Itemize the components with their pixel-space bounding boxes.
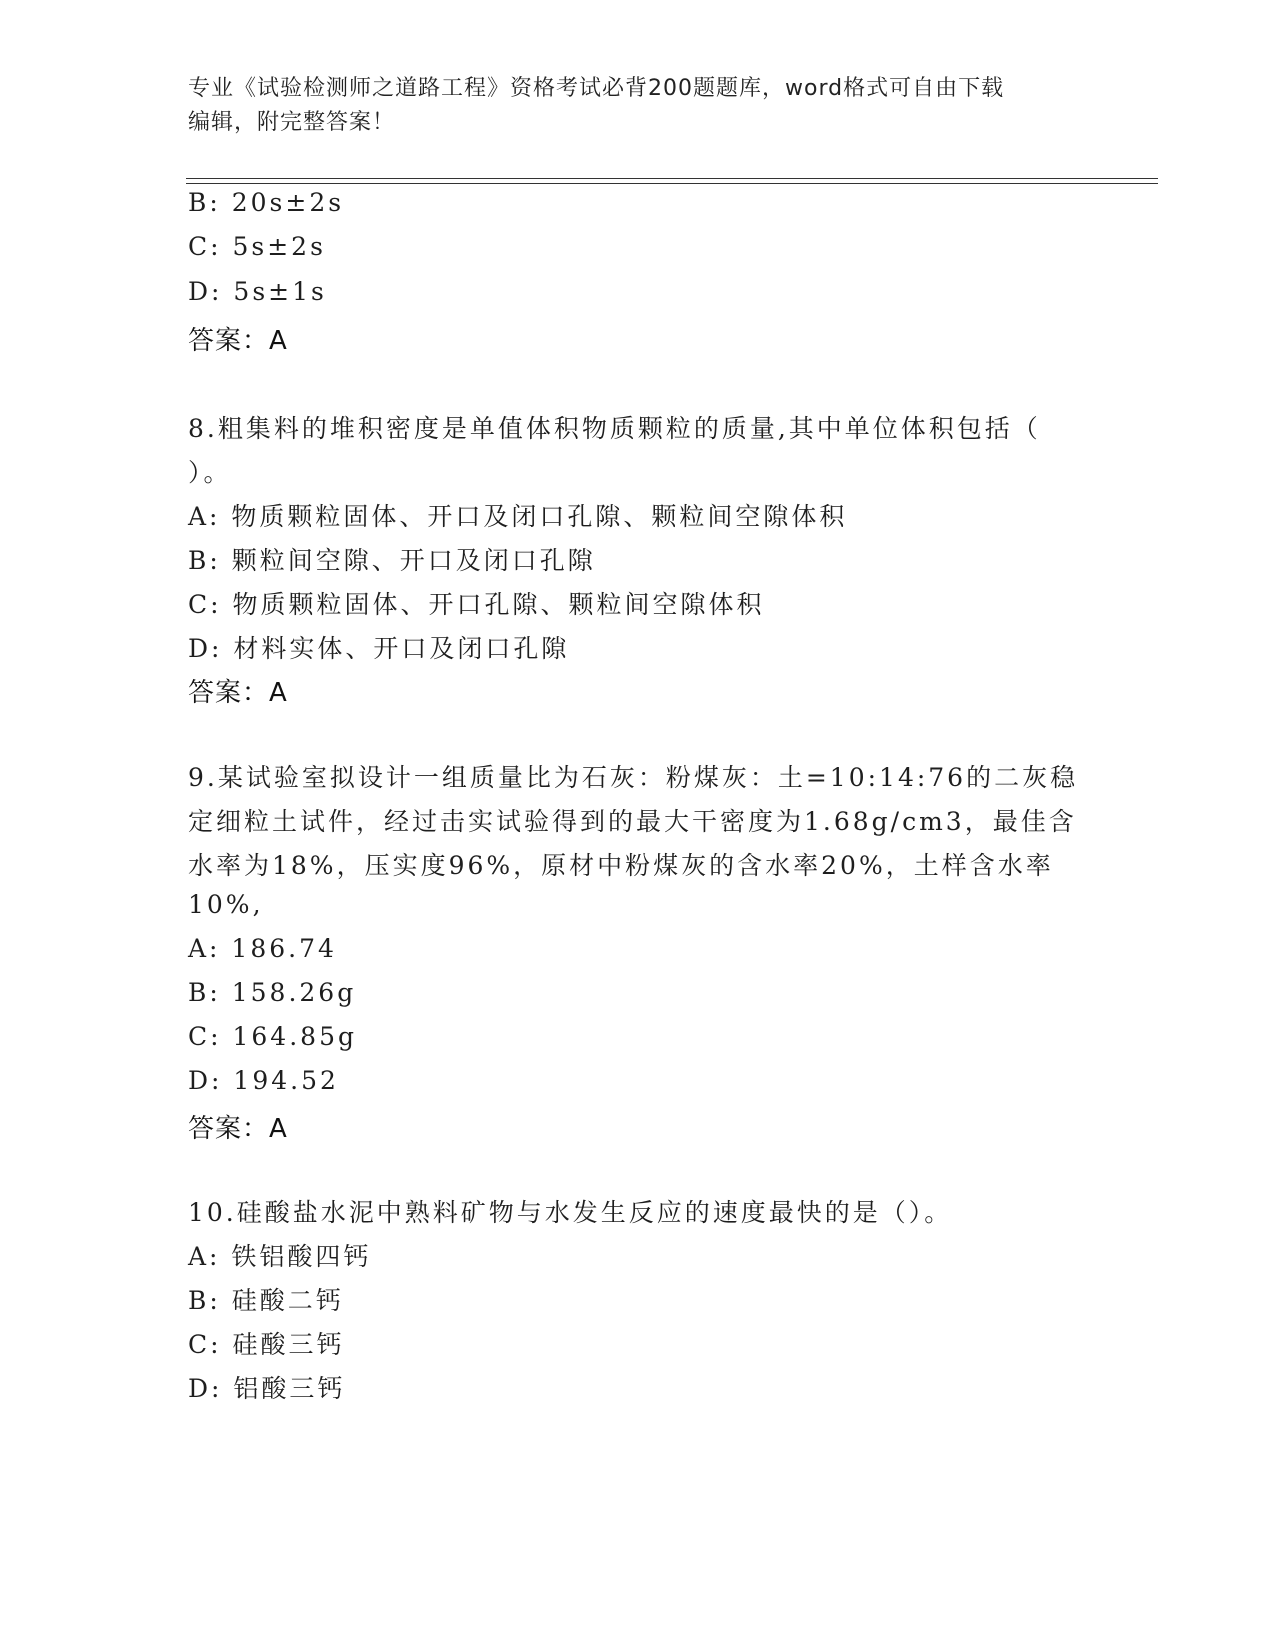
q9-option-b: B: 158.26g: [188, 978, 357, 1007]
q10-stem-line-1: 10.硅酸盐水泥中熟料矿物与水发生反应的速度最快的是（）。: [188, 1198, 953, 1227]
q7-option-b: B: 20s±2s: [188, 188, 345, 217]
title-line-2: 编辑，附完整答案！: [188, 110, 396, 135]
q9-stem-line-3: 水率为18%，压实度96%，原材中粉煤灰的含水率20%，土样含水率: [188, 851, 1054, 880]
title-line-1: 专业《试验检测师之道路工程》资格考试必背200题题库，word格式可自由下载: [188, 76, 1005, 101]
q10-option-d: D: 铝酸三钙: [188, 1374, 346, 1403]
q8-option-a: A: 物质颗粒固体、开口及闭口孔隙、颗粒间空隙体积: [188, 502, 848, 531]
q7-answer: 答案：A: [188, 326, 288, 356]
q9-stem-line-2: 定细粒土试件，经过击实试验得到的最大干密度为1.68g/cm3，最佳含: [188, 807, 1077, 836]
q9-option-d: D: 194.52: [188, 1066, 339, 1095]
q9-answer: 答案：A: [188, 1114, 288, 1144]
q8-stem-line-1: 8.粗集料的堆积密度是单值体积物质颗粒的质量,其中单位体积包括（: [188, 414, 1041, 443]
q9-option-a: A: 186.74: [188, 934, 337, 963]
q10-option-c: C: 硅酸三钙: [188, 1330, 345, 1359]
document-title: [188, 72, 1088, 140]
q9-option-c: C: 164.85g: [188, 1022, 357, 1051]
q7-option-c: C: 5s±2s: [188, 232, 326, 261]
header-divider-top: [186, 178, 1158, 179]
q8-stem-line-2: ）。: [188, 458, 232, 487]
q9-stem-line-1: 9.某试验室拟设计一组质量比为石灰：粉煤灰：土=10:14:76的二灰稳: [188, 763, 1079, 792]
header-divider-bottom: [186, 183, 1158, 184]
q10-option-a: A: 铁铝酸四钙: [188, 1242, 372, 1271]
q8-answer: 答案：A: [188, 678, 288, 708]
q7-option-d: D: 5s±1s: [188, 277, 327, 306]
q9-stem-line-4: 10%,: [188, 890, 264, 919]
q8-option-d: D: 材料实体、开口及闭口孔隙: [188, 634, 570, 663]
q10-option-b: B: 硅酸二钙: [188, 1286, 344, 1315]
q8-option-b: B: 颗粒间空隙、开口及闭口孔隙: [188, 546, 596, 575]
q8-option-c: C: 物质颗粒固体、开口孔隙、颗粒间空隙体积: [188, 590, 765, 619]
